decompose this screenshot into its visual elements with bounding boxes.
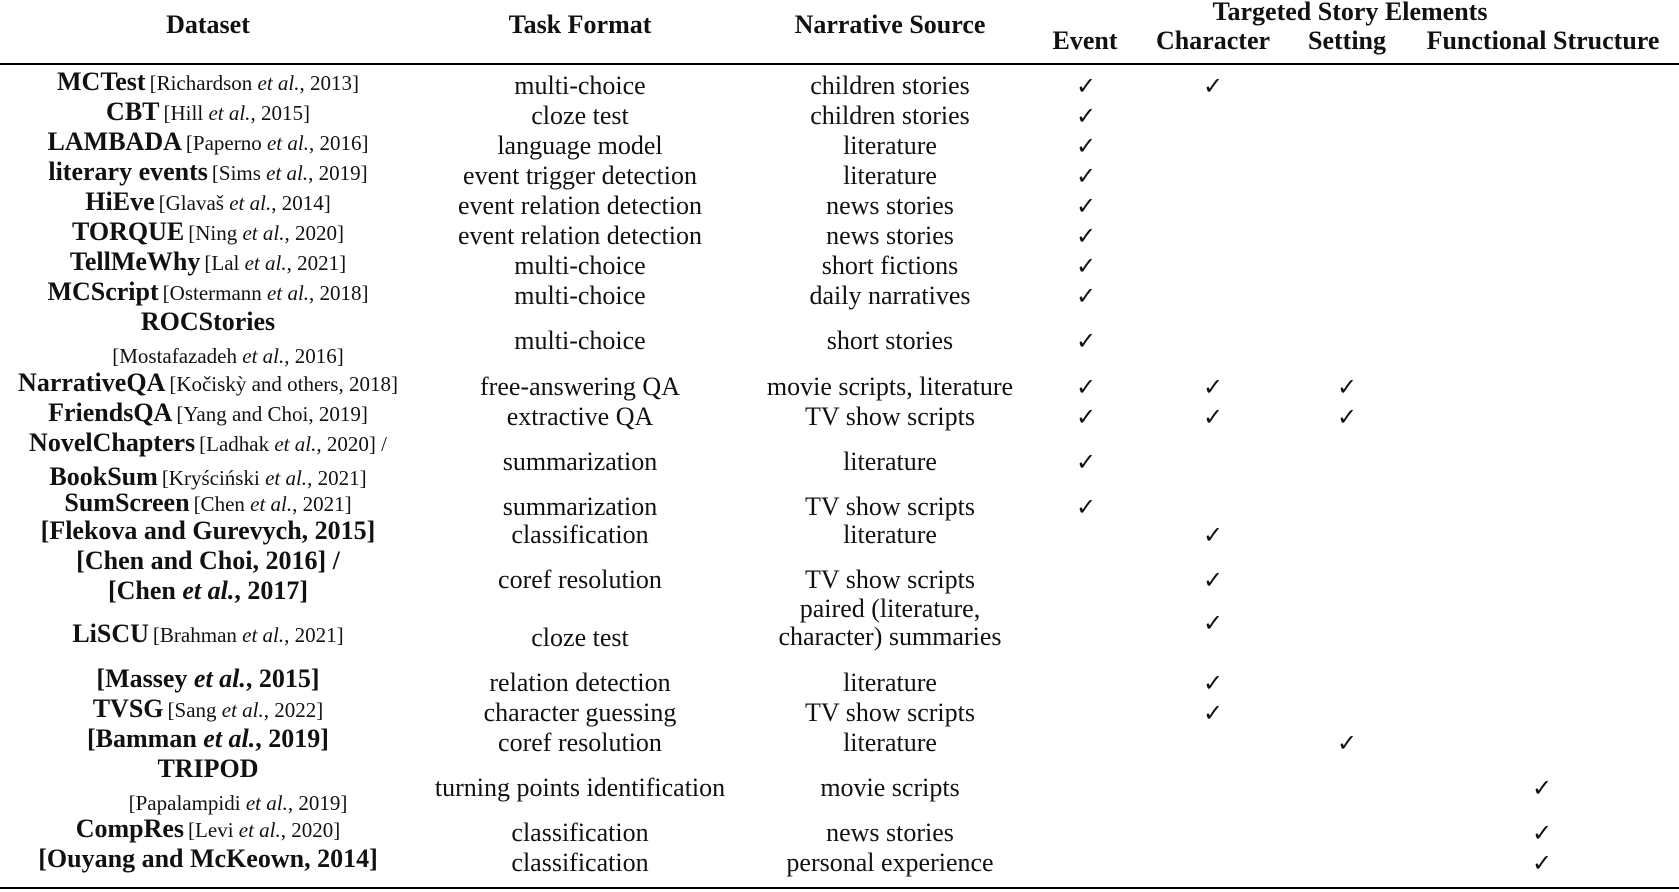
task-format-cell: coref resolution <box>498 565 662 594</box>
checkmark-icon: ✓ <box>1336 729 1358 757</box>
narrative-source-line: news stories <box>826 818 954 847</box>
checkmark-icon: ✓ <box>1075 403 1097 431</box>
checkmark-icon: ✓ <box>1531 819 1553 847</box>
task-format-cell: event trigger detection <box>463 161 697 190</box>
citation-text: [Ladhak <box>199 432 275 456</box>
citation-etal: et al. <box>238 818 281 842</box>
narrative-source-line: literature <box>843 447 937 476</box>
task-format-cell: relation detection <box>489 668 671 697</box>
dataset-line <box>0 159 418 189</box>
checkmark-icon: ✓ <box>1075 327 1097 355</box>
narrative-source-line: TV show scripts <box>805 698 975 727</box>
dataset-citation <box>163 281 369 305</box>
checkmark-icon: ✓ <box>1531 774 1553 802</box>
dataset-name: MCScript <box>47 277 159 306</box>
narrative-source-line: literature <box>843 728 937 757</box>
citation-etal: et al. <box>242 221 285 245</box>
checkmark-icon: ✓ <box>1202 403 1224 431</box>
dataset-name: SumScreen <box>64 488 190 517</box>
dataset-cell <box>0 129 418 159</box>
dataset-cell <box>0 548 418 604</box>
dataset-name: TVSG <box>92 694 164 723</box>
dataset-cell <box>0 189 418 219</box>
citation-text: [Paperno <box>185 131 267 155</box>
citation-etal: et al. <box>208 101 251 125</box>
narrative-source-cell <box>720 328 1060 354</box>
task-format-cell: language model <box>497 131 663 160</box>
task-format-cell: free-answering QA <box>480 372 680 401</box>
task-format-cell: classification <box>511 520 649 549</box>
citation-year: , 2019] <box>308 161 368 185</box>
narrative-source-cell <box>720 700 1060 726</box>
dataset-cell <box>0 816 418 846</box>
citation-etal: et al. <box>221 698 264 722</box>
citation-year: , 2018] <box>309 281 369 305</box>
dataset-citation <box>194 492 352 516</box>
checkmark-icon: ✓ <box>1075 162 1097 190</box>
citation-year: , 2020] <box>284 221 344 245</box>
checkmark-icon: ✓ <box>1202 373 1224 401</box>
dataset-line <box>0 756 418 786</box>
narrative-source-cell <box>720 133 1060 159</box>
checkmark-icon: ✓ <box>1202 609 1224 637</box>
citation-text: [Sims <box>211 161 267 185</box>
narrative-source-line: daily narratives <box>809 281 971 310</box>
citation-year: , 2016] <box>284 344 344 368</box>
citation-text: [Chen <box>193 492 251 516</box>
narrative-source-line: short stories <box>826 326 954 355</box>
header-targeted-story-elements: Targeted Story Elements <box>1212 0 1488 26</box>
dataset-citation <box>169 372 398 396</box>
citation-etal: et al. <box>242 344 285 368</box>
citation-etal: et al. <box>265 466 308 490</box>
citation-year: , 2019] <box>287 791 348 815</box>
narrative-source-line: movie scripts, literature <box>766 372 1014 401</box>
dataset-citation <box>176 402 368 426</box>
citation-etal: et al. <box>250 492 293 516</box>
checkmark-icon: ✓ <box>1075 72 1097 100</box>
dataset-cell <box>0 621 418 651</box>
task-format-cell: classification <box>511 848 649 877</box>
dataset-line <box>0 309 418 339</box>
narrative-source-cell <box>720 775 1060 801</box>
narrative-source-cell <box>720 253 1060 279</box>
narrative-source-cell <box>720 103 1060 129</box>
citation-year: , 2021] <box>286 251 347 275</box>
narrative-source-cell <box>720 193 1060 219</box>
citation-etal: et al. <box>244 251 287 275</box>
dataset-citation <box>150 71 359 95</box>
narrative-source-cell <box>720 374 1060 400</box>
citation-etal: et al. <box>266 161 309 185</box>
task-format-cell: event relation detection <box>457 221 702 250</box>
citation-text: [Papalampidi <box>128 791 246 815</box>
dataset-cell <box>0 159 418 189</box>
citation-text: [Massey <box>96 664 194 693</box>
task-format-cell: multi-choice <box>514 71 646 100</box>
dataset-citation <box>188 818 340 842</box>
narrative-source-line: literature <box>843 161 937 190</box>
citation-text: [Ostermann <box>162 281 268 305</box>
checkmark-icon: ✓ <box>1075 102 1097 130</box>
narrative-source-line: short fictions <box>821 251 959 280</box>
header-character: Character <box>1155 26 1271 55</box>
dataset-cell <box>0 69 418 99</box>
citation-text: [Glavaš <box>158 191 230 215</box>
citation-text: [Ouyang and McKeown, 2014] <box>38 844 378 873</box>
dataset-citation-bold <box>0 518 418 544</box>
checkmark-icon: ✓ <box>1202 566 1224 594</box>
dataset-cell <box>0 219 418 249</box>
citation-etal: et al. <box>274 432 317 456</box>
checkmark-icon: ✓ <box>1202 521 1224 549</box>
task-format-cell: event relation detection <box>457 191 702 220</box>
narrative-source-line: paired (literature, <box>799 594 981 623</box>
narrative-source-line: literature <box>843 520 937 549</box>
narrative-source-line: literature <box>843 668 937 697</box>
header-rule <box>0 63 1679 65</box>
checkmark-icon: ✓ <box>1075 373 1097 401</box>
dataset-name: FriendsQA <box>48 398 173 427</box>
citation-text: [Yang and Choi, 2019] <box>176 402 368 426</box>
checkmark-icon: ✓ <box>1531 849 1553 877</box>
citation-year: , 2015] <box>250 101 310 125</box>
dataset-name: MCTest <box>57 67 146 96</box>
dataset-cell <box>0 666 418 692</box>
dataset-citation <box>164 101 310 125</box>
citation-text: [Kryściński <box>161 466 266 490</box>
dataset-citation <box>112 344 344 368</box>
header-narrative-source: Narrative Source <box>794 10 986 39</box>
task-format-cell: cloze test <box>531 623 629 652</box>
dataset-citation-bold <box>0 578 418 604</box>
dataset-cell <box>0 696 418 726</box>
dataset-line <box>0 189 418 219</box>
citation-year: , 2020] <box>280 818 341 842</box>
task-format-cell: character guessing <box>483 698 677 727</box>
citation-etal: et al. <box>257 71 300 95</box>
task-format-cell: extractive QA <box>506 402 654 431</box>
dataset-citation <box>204 251 346 275</box>
narrative-source-cell <box>720 223 1060 249</box>
narrative-source-cell <box>720 596 1060 650</box>
dataset-cell <box>0 249 418 279</box>
checkmark-icon: ✓ <box>1336 403 1358 431</box>
task-format-cell: classification <box>511 818 649 847</box>
citation-year: , 2017] <box>234 576 309 605</box>
task-format-cell: cloze test <box>531 101 629 130</box>
citation-year: , 2022] <box>263 698 324 722</box>
header-setting: Setting <box>1308 26 1386 55</box>
narrative-source-line: movie scripts <box>820 773 960 802</box>
dataset-cell <box>0 726 418 752</box>
dataset-name: TRIPOD <box>157 754 259 783</box>
citation-year: , 2020] / <box>316 432 387 456</box>
narrative-source-line: news stories <box>826 191 954 220</box>
task-format-cell: multi-choice <box>514 251 646 280</box>
header-dataset: Dataset <box>166 10 250 39</box>
dataset-citation-bold <box>0 846 418 872</box>
narrative-source-cell <box>720 820 1060 846</box>
dataset-line <box>0 249 418 279</box>
dataset-line <box>0 99 418 129</box>
citation-year: , 2013] <box>299 71 359 95</box>
dataset-cell <box>0 99 418 129</box>
dataset-cell <box>0 846 418 872</box>
dataset-cell <box>0 518 418 544</box>
dataset-citation-line <box>0 790 418 819</box>
dataset-cell <box>0 756 418 819</box>
dataset-citation <box>212 161 368 185</box>
dataset-cell <box>0 370 418 400</box>
narrative-source-line: children stories <box>810 71 970 100</box>
citation-etal: et al. <box>203 724 256 753</box>
citation-etal: et al. <box>266 131 309 155</box>
citation-text: [Bamman <box>87 724 204 753</box>
dataset-citation-bold <box>0 666 418 692</box>
dataset-citation <box>188 221 344 245</box>
dataset-cell <box>0 430 418 494</box>
dataset-cell <box>0 279 418 309</box>
citation-text: [Ning <box>188 221 243 245</box>
dataset-line <box>0 370 418 400</box>
narrative-source-line: TV show scripts <box>805 565 975 594</box>
dataset-name: BookSum <box>49 462 158 491</box>
dataset-name: TellMeWhy <box>69 247 201 276</box>
citation-text: [Brahman <box>152 623 243 647</box>
dataset-name: NovelChapters <box>29 428 196 457</box>
dataset-citation <box>186 131 369 155</box>
narrative-source-line: personal experience <box>786 848 994 877</box>
dataset-name: CBT <box>106 97 160 126</box>
narrative-source-line: news stories <box>826 221 954 250</box>
checkmark-icon: ✓ <box>1336 373 1358 401</box>
dataset-citation <box>153 623 344 647</box>
checkmark-icon: ✓ <box>1075 132 1097 160</box>
citation-year: , 2014] <box>271 191 331 215</box>
narrative-source-cell <box>720 283 1060 309</box>
citation-text: [Flekova and Gurevych, 2015] <box>40 516 376 545</box>
citation-year: , 2019] <box>255 724 329 753</box>
narrative-source-line: children stories <box>810 101 970 130</box>
task-format-cell: multi-choice <box>514 326 646 355</box>
dataset-name: LiSCU <box>72 619 149 648</box>
bottom-rule <box>0 887 1679 889</box>
dataset-cell <box>0 400 418 430</box>
dataset-citation <box>168 698 324 722</box>
dataset-name: LAMBADA <box>47 127 182 156</box>
narrative-source-cell <box>720 730 1060 756</box>
header-task-format: Task Format <box>508 10 652 39</box>
narrative-source-line: character) summaries <box>778 622 1002 651</box>
task-format-cell: multi-choice <box>514 281 646 310</box>
citation-year: , 2016] <box>308 131 369 155</box>
dataset-name: ROCStories <box>140 307 276 336</box>
citation-year: , 2015] <box>245 664 320 693</box>
citation-text: [Kočiskỳ and others, 2018] <box>169 372 398 396</box>
dataset-name: NarrativeQA <box>18 368 166 397</box>
narrative-source-cell <box>720 670 1060 696</box>
checkmark-icon: ✓ <box>1075 252 1097 280</box>
checkmark-icon: ✓ <box>1075 448 1097 476</box>
dataset-citation <box>162 466 367 490</box>
narrative-source-line: TV show scripts <box>805 402 975 431</box>
narrative-source-cell <box>720 73 1060 99</box>
task-format-cell: coref resolution <box>498 728 662 757</box>
narrative-source-cell <box>720 522 1060 548</box>
dataset-line <box>0 696 418 726</box>
dataset-line <box>0 621 418 651</box>
citation-text: [Chen and Choi, 2016] / <box>76 546 340 575</box>
citation-text: [Sang <box>167 698 222 722</box>
dataset-citation <box>129 791 348 815</box>
dataset-line <box>0 430 418 460</box>
dataset-name: literary events <box>48 157 208 186</box>
task-format-cell: turning points identification <box>434 773 726 802</box>
dataset-line <box>0 219 418 249</box>
dataset-name: HiEve <box>85 187 155 216</box>
dataset-name: TORQUE <box>72 217 185 246</box>
citation-etal: et al. <box>242 623 285 647</box>
dataset-citation-bold <box>0 726 418 752</box>
checkmark-icon: ✓ <box>1202 72 1224 100</box>
dataset-citation <box>159 191 331 215</box>
citation-year: , 2021] <box>284 623 344 647</box>
dataset-cell <box>0 309 418 372</box>
checkmark-icon: ✓ <box>1075 222 1097 250</box>
checkmark-icon: ✓ <box>1075 282 1097 310</box>
dataset-citation <box>199 432 387 456</box>
checkmark-icon: ✓ <box>1075 493 1097 521</box>
header-event: Event <box>1052 26 1118 55</box>
citation-etal: et al. <box>229 191 272 215</box>
citation-text: [Lal <box>204 251 245 275</box>
citation-year: , 2021] <box>307 466 367 490</box>
narrative-source-cell <box>720 494 1060 520</box>
dataset-line <box>0 400 418 430</box>
citation-etal: et al. <box>193 664 246 693</box>
checkmark-icon: ✓ <box>1202 699 1224 727</box>
checkmark-icon: ✓ <box>1075 192 1097 220</box>
narrative-source-cell <box>720 449 1060 475</box>
citation-etal: et al. <box>182 576 235 605</box>
citation-text: [Richardson <box>149 71 258 95</box>
task-format-cell: summarization <box>502 447 658 476</box>
task-format-cell: summarization <box>502 492 658 521</box>
citation-text: [Hill <box>163 101 209 125</box>
narrative-source-line: literature <box>843 131 937 160</box>
dataset-line <box>0 69 418 99</box>
narrative-source-cell <box>720 567 1060 593</box>
dataset-line <box>0 279 418 309</box>
narrative-source-cell <box>720 163 1060 189</box>
citation-text: [Mostafazadeh <box>112 344 243 368</box>
narrative-source-cell <box>720 404 1060 430</box>
dataset-line <box>0 816 418 846</box>
narrative-source-cell <box>720 850 1060 876</box>
citation-year: , 2021] <box>292 492 352 516</box>
citation-text: [Chen <box>107 576 183 605</box>
dataset-name: CompRes <box>75 814 185 843</box>
header-functional-structure: Functional Structure <box>1426 26 1660 55</box>
checkmark-icon: ✓ <box>1202 669 1224 697</box>
citation-etal: et al. <box>245 791 288 815</box>
narrative-source-line: TV show scripts <box>805 492 975 521</box>
citation-text: [Levi <box>188 818 239 842</box>
citation-etal: et al. <box>267 281 310 305</box>
dataset-line <box>0 129 418 159</box>
dataset-citation-bold <box>0 548 418 574</box>
